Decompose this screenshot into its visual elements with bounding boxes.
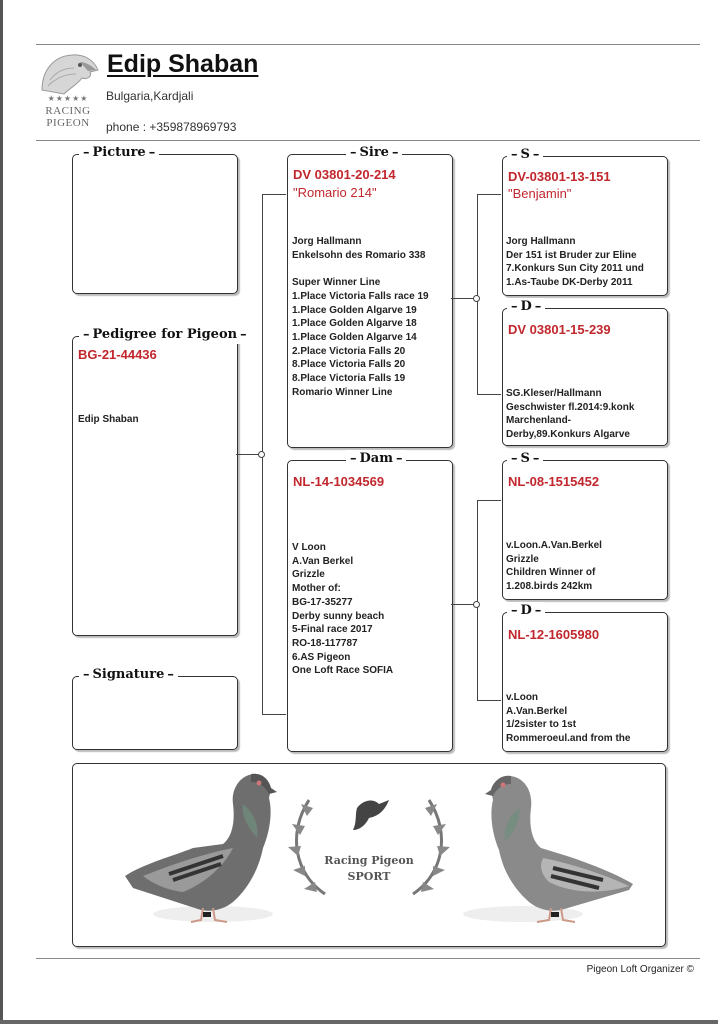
note-line: Derby sunny beach <box>292 610 385 622</box>
pedigree-box-title: – Pedigree for Pigeon – <box>79 326 251 344</box>
connector-to-sire <box>262 194 286 195</box>
connector-node <box>258 451 265 458</box>
note-line: 1/2sister to 1st <box>506 719 577 731</box>
logo-text-racing: RACING <box>45 105 91 117</box>
note-line: 8.Place Victoria Falls 20 <box>292 359 406 371</box>
note-line: 6.AS Pigeon <box>292 651 351 663</box>
page-frame-bottom <box>0 1020 718 1024</box>
sire-dam-notes <box>506 387 634 442</box>
dam-dam-box-title: – D – <box>507 602 545 620</box>
connector-to-sire-sire <box>477 194 501 195</box>
connector-to-dam <box>262 714 286 715</box>
note-line: Enkelsohn des Romario 338 <box>292 249 426 261</box>
note-line: v.Loon.A.Van.Berkel <box>506 540 602 551</box>
sire-sire-box <box>502 147 668 296</box>
note-line: 1.Place Golden Algarve 14 <box>292 331 417 343</box>
sire-box-title: – Sire – <box>346 144 402 162</box>
header-bottom-rule <box>36 140 700 141</box>
note-line: 1.Place Victoria Falls race 19 <box>292 290 429 302</box>
dam-sire-ring-number: NL-08-1515452 <box>508 474 600 489</box>
note-line: RO-18-117787 <box>292 637 358 649</box>
sire-dam-box <box>502 299 668 446</box>
note-line: v.Loon <box>506 692 539 703</box>
note-line: 7.Konkurs Sun City 2011 und <box>506 263 644 275</box>
note-line: 1.208.birds 242km <box>506 581 593 593</box>
breeder-phone: phone : +359878969793 <box>106 120 237 134</box>
connector-dam-vertical <box>477 500 478 700</box>
note-line: 2.Place Victoria Falls 20 <box>292 345 406 357</box>
connector-to-dam-sire <box>477 500 501 501</box>
note-line: Jorg Hallmann <box>292 236 362 247</box>
footer-credit: Pigeon Loft Organizer © <box>586 964 694 975</box>
dam-sire-box <box>502 451 668 600</box>
sire-notes <box>292 235 429 399</box>
note-line: Jorg Hallmann <box>506 236 576 247</box>
sire-ring-number: DV 03801-20-214 <box>293 167 396 182</box>
pedigree-box <box>72 327 238 636</box>
dam-box <box>287 451 453 752</box>
signature-box-title: – Signature – <box>79 666 178 684</box>
note-line: Children Winner of <box>506 567 596 579</box>
emblem-text-line2: SPORT <box>347 870 391 883</box>
breeder-location: Bulgaria,Kardjali <box>106 89 194 103</box>
note-line: 5-Final race 2017 <box>292 624 373 636</box>
sire-dam-ring-number: DV 03801-15-239 <box>508 322 611 337</box>
dam-dam-notes <box>506 691 630 746</box>
eagle-head-icon <box>36 50 100 96</box>
breeder-name: Edip Shaban <box>107 50 259 78</box>
note-line: Romario Winner Line <box>292 386 393 398</box>
pigeon-banner <box>72 763 666 947</box>
connector-to-dam-dam <box>477 700 501 701</box>
note-line: Marchenland- <box>506 415 572 427</box>
note-line: V Loon <box>292 542 326 553</box>
dam-box-title: – Dam – <box>346 450 406 468</box>
connector-sire-vertical <box>477 194 478 394</box>
sire-box <box>287 145 453 448</box>
connector-node <box>473 295 480 302</box>
dam-sire-notes <box>506 539 602 594</box>
dam-dam-box <box>502 603 668 752</box>
note-line: Derby,89.Konkurs Algarve <box>506 429 630 441</box>
note-line: One Loft Race SOFIA <box>292 665 394 677</box>
sire-pigeon-name: "Romario 214" <box>293 185 377 200</box>
logo-stars: ★★★★★ <box>47 94 89 103</box>
pigeon-ring-number: BG-21-44436 <box>78 347 157 362</box>
note-line: Der 151 ist Bruder zur Eline <box>506 249 637 261</box>
racing-pigeon-logo <box>36 50 100 134</box>
connector-to-sire-dam <box>477 394 501 395</box>
note-line: Super Winner Line <box>292 277 381 289</box>
note-line: 8.Place Victoria Falls 19 <box>292 373 406 385</box>
left-pigeon-icon <box>125 774 277 922</box>
note-line: Rommeroeul.and from the <box>506 733 631 745</box>
logo-text-pigeon: PIGEON <box>46 117 90 129</box>
sire-sire-ring-number: DV-03801-13-151 <box>508 169 611 184</box>
note-line: 1.As-Taube DK-Derby 2011 <box>506 277 633 289</box>
note-line: Geschwister fl.2014:9.konk <box>506 401 635 413</box>
note-line: SG.Kleser/Hallmann <box>506 388 602 399</box>
right-pigeon-icon <box>463 776 633 922</box>
note-line: 1.Place Golden Algarve 18 <box>292 318 417 330</box>
emblem-text-line1: Racing Pigeon <box>324 854 414 867</box>
note-line <box>292 262 429 276</box>
sire-dam-box-title: – D – <box>507 298 545 316</box>
sire-sire-pigeon-name: "Benjamin" <box>508 186 572 201</box>
note-line: Grizzle <box>292 569 325 581</box>
signature-box <box>72 667 238 750</box>
footer-rule <box>36 958 700 959</box>
pigeon-owner: Edip Shaban <box>78 414 139 425</box>
note-line: BG-17-35277 <box>292 596 353 608</box>
picture-box-title: – Picture – <box>79 144 159 162</box>
page-frame-left <box>0 0 3 1024</box>
connector-node <box>473 601 480 608</box>
picture-box <box>72 145 238 294</box>
note-line: A.Van.Berkel <box>506 705 568 717</box>
sire-sire-box-title: – S – <box>507 146 543 164</box>
header-top-rule <box>36 44 700 45</box>
sire-sire-notes <box>506 235 644 290</box>
dam-dam-ring-number: NL-12-1605980 <box>508 627 600 642</box>
note-line: Grizzle <box>506 553 539 565</box>
note-line: 1.Place Golden Algarve 19 <box>292 304 417 316</box>
note-line: Mother of: <box>292 583 341 595</box>
dam-ring-number: NL-14-1034569 <box>293 474 385 489</box>
note-line: A.Van Berkel <box>292 555 354 567</box>
dam-sire-box-title: – S – <box>507 450 543 468</box>
dam-notes <box>292 541 393 678</box>
